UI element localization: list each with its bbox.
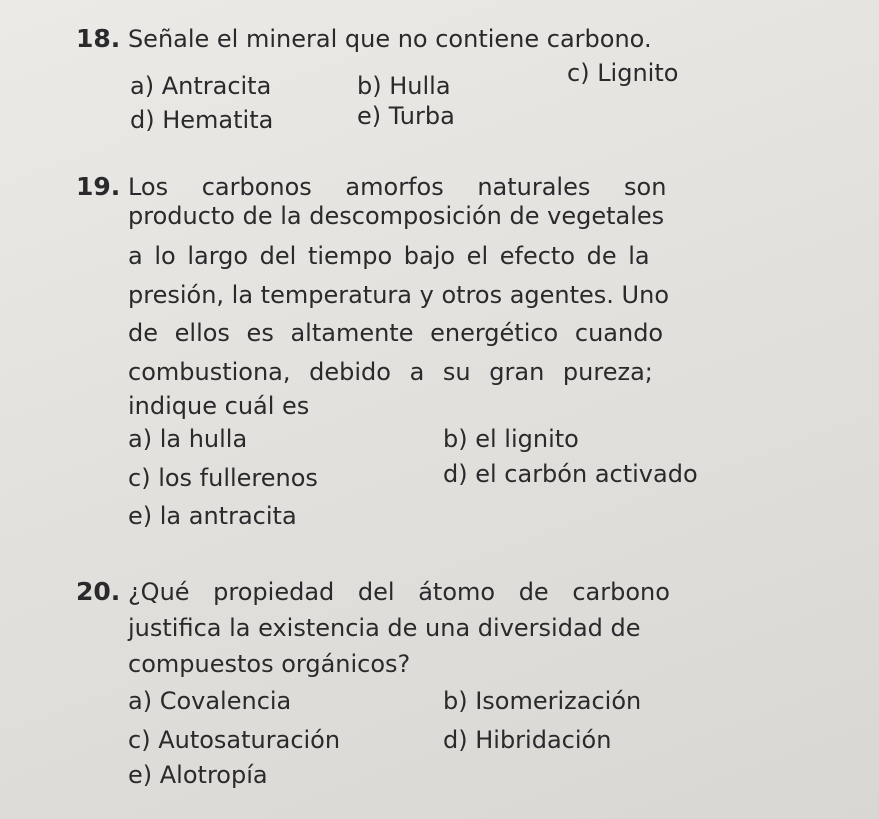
option-b: b) Isomerización (443, 687, 642, 715)
question-line: compuestos orgánicos? (128, 650, 411, 678)
option-d: d) el carbón activado (443, 460, 698, 488)
question-text (76, 24, 652, 54)
question-line: presión, la temperatura y otros agentes. Uno (128, 281, 670, 309)
question-number: 18. (76, 24, 121, 53)
question-text (76, 172, 776, 202)
question-number: 19. (76, 172, 121, 201)
option-a: a) la hulla (128, 425, 248, 453)
question-line: indique cuál es (128, 392, 310, 420)
option-b: b) el lignito (443, 425, 579, 453)
option-e: e) la antracita (128, 502, 297, 530)
question-text (76, 577, 670, 607)
question-line: Señale el mineral que no contiene carbono. (127, 25, 652, 53)
question-line: ¿Qué propiedad del átomo de carbono (127, 578, 670, 606)
option-b: b) Hulla (357, 72, 451, 100)
option-d: d) Hibridación (443, 726, 612, 754)
option-c: c) Lignito (567, 59, 679, 87)
option-c: c) los fullerenos (128, 464, 318, 492)
option-e: e) Alotropía (128, 761, 268, 789)
option-d: d) Hematita (130, 106, 274, 134)
option-a: a) Antracita (130, 72, 272, 100)
question-number: 20. (76, 577, 121, 606)
question-line: Los carbonos amorfos naturales son (127, 173, 667, 201)
question-line: combustiona, debido a su gran pureza; (128, 358, 653, 386)
question-line: producto de la descomposición de vegetales (128, 202, 665, 230)
option-e: e) Turba (357, 102, 455, 130)
option-a: a) Covalencia (128, 687, 292, 715)
question-line: justifica la existencia de una diversidad de (128, 614, 641, 642)
question-line: de ellos es altamente energético cuando (128, 319, 664, 347)
question-line: a lo largo del tiempo bajo el efecto de la (128, 242, 650, 270)
option-c: c) Autosaturación (128, 726, 341, 754)
